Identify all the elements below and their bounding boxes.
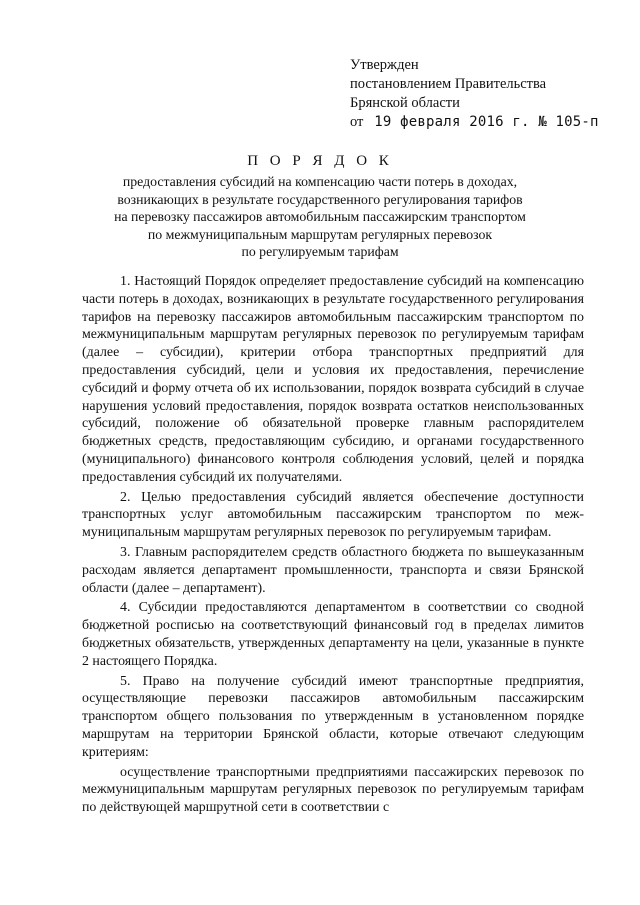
paragraph-2: 2. Целью предоставления субсидий является обеспечение доступности транспортных услуг автомобильным пассажирским транспортом по межмуниципальным маршрутам регулярных перевозок по регулируемым тарифам.	[82, 489, 584, 541]
paragraph-4: 4. Субсидии предоставляются департаментом в соответствии со сводной бюджетной росписью на соответствующий финансовый год в пределах лимитов бюджетных обязательств, утвержденных департаменту на цели, указанные в пункте 2 настоящего Порядка.	[82, 600, 584, 669]
resolution-label: постановлением Правительства	[350, 76, 547, 92]
subtitle-line: по регулируемым тарифам	[241, 244, 399, 260]
date-number: 19 февраля 2016 г. № 105-п	[374, 114, 599, 130]
subtitle-line: предоставления субсидий на компенсацию части потерь в доходах,	[122, 174, 518, 189]
subtitle-line: возникающих в результате государственного регулирования тарифов	[117, 191, 523, 207]
region-label: Брянской области	[350, 95, 460, 111]
subtitle-line: на перевозку пассажиров автомобильным пассажирским транспортом	[114, 209, 526, 225]
paragraph-5: 5. Право на получение субсидий имеют транспортные предприятия, осуществляющие перевозки пассажиров автомобильным пассажирским транспортом общего пользования по утвержденным в установленном порядке маршрутам на территории Брянской области, которые отвечают следующим критериям:	[82, 673, 584, 760]
date-line	[350, 113, 620, 132]
paragraph-1: 1. Настоящий Порядок определяет предоставление субсидий на компенсацию части потерь в доходах, возникающих в результате государственного регулирования тарифов на перевозку пассажиров автомобильным пассажирским транспортом по межмуниципальным маршрутам регулярных перевозок по регулируемым тарифам (далее – субсидии), критерии отбора транспортных предприятий для предоставления субсидий, цели и условия их предоставления, перечисление субсидий и форму отчета об их использовании, порядок возврата субсидий в случае нарушения условий предоставления, порядок возврата остатков неиспользованных субсидий, положение об обязательной проверке главным распорядителем бюджетных средств, предоставляющим субсидию, и органами государственного (муниципального) финансового контроля соблюдения условий, целей и порядка предоставления субсидий их получателями.	[82, 274, 584, 485]
date-prefix: от	[350, 114, 364, 130]
subtitle-line: по межмуниципальным маршрутам регулярных перевозок	[147, 226, 493, 242]
approval-stamp-block	[350, 56, 620, 132]
paragraph-3: 3. Главным распорядителем средств областного бюджета по вышеуказанным расходам является департамент промышленности, транспорта и связи Брянской области (далее – департамент).	[82, 544, 584, 596]
document-body	[82, 273, 584, 819]
paragraph-criteria: осуществление транспортными предприятиями пассажирских перевозок по межмуниципальным маршрутам регулярных перевозок по регулируемым тарифам по действующей маршрутной сети в соответствии с	[82, 764, 584, 816]
document-subtitle	[80, 173, 560, 261]
approved-label: Утвержден	[350, 57, 419, 73]
document-title: П О Р Я Д О К	[247, 153, 393, 169]
